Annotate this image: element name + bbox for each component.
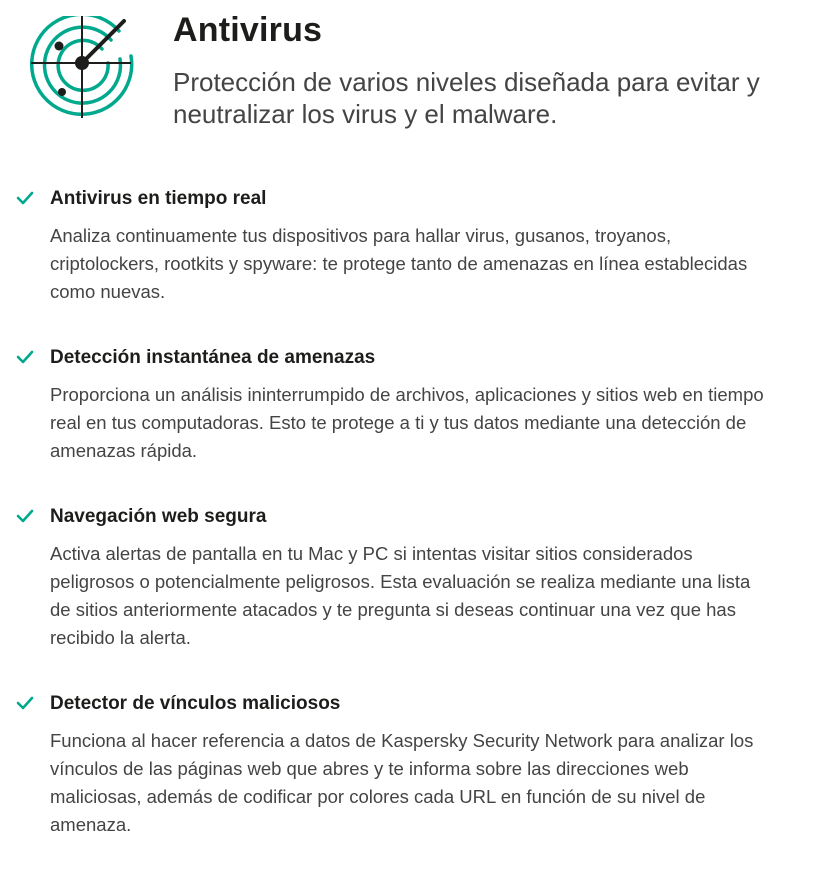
feature-title: Detección instantánea de amenazas bbox=[50, 347, 376, 368]
feature-description: Analiza continuamente tus dispositivos para hallar virus, gusanos, troyanos, criptolockers, rootkits y spyware: te protege tanto de amenazas en línea establecidas como nuevas. bbox=[50, 225, 748, 302]
product-header bbox=[0, 0, 820, 150]
check-icon bbox=[16, 696, 34, 710]
check-icon bbox=[16, 350, 34, 364]
page-title: Antivirus bbox=[173, 11, 323, 49]
feature-description: Proporciona un análisis ininterrumpido de archivos, aplicaciones y sitios web en tiempo real en tus computadoras. Esto te protege a ti y tus datos mediante una detección de amenazas rápida. bbox=[50, 384, 764, 461]
feature-title: Antivirus en tiempo real bbox=[50, 188, 267, 209]
feature-description: Funciona al hacer referencia a datos de Kaspersky Security Network para analizar los vínculos de las páginas web que abres y te informa sobre las direcciones web maliciosas, además de codificar por colores cada URL en función de su nivel de amenaza. bbox=[50, 730, 754, 835]
feature-item-malicious-link-detector bbox=[0, 689, 820, 839]
feature-item-threat-detection bbox=[0, 343, 820, 465]
feature-item-safe-browsing bbox=[0, 502, 820, 652]
check-icon bbox=[16, 509, 34, 523]
feature-description: Activa alertas de pantalla en tu Mac y PC si intentas visitar sitios considerados peligrosos o potencialmente peligrosos. Esta evaluación se realiza mediante una lista de sitios anteriormente atacados y te pregunta si deseas continuar una vez que has recibido la alerta. bbox=[50, 543, 751, 648]
feature-title: Navegación web segura bbox=[50, 506, 267, 527]
feature-title: Detector de vínculos maliciosos bbox=[50, 693, 341, 714]
feature-list bbox=[0, 184, 820, 876]
radar-icon bbox=[27, 16, 137, 120]
check-icon bbox=[16, 191, 34, 205]
feature-item-realtime-antivirus bbox=[0, 184, 820, 306]
page-subtitle: Protección de varios niveles diseñada para evitar y neutralizar los virus y el malware. bbox=[173, 67, 760, 129]
